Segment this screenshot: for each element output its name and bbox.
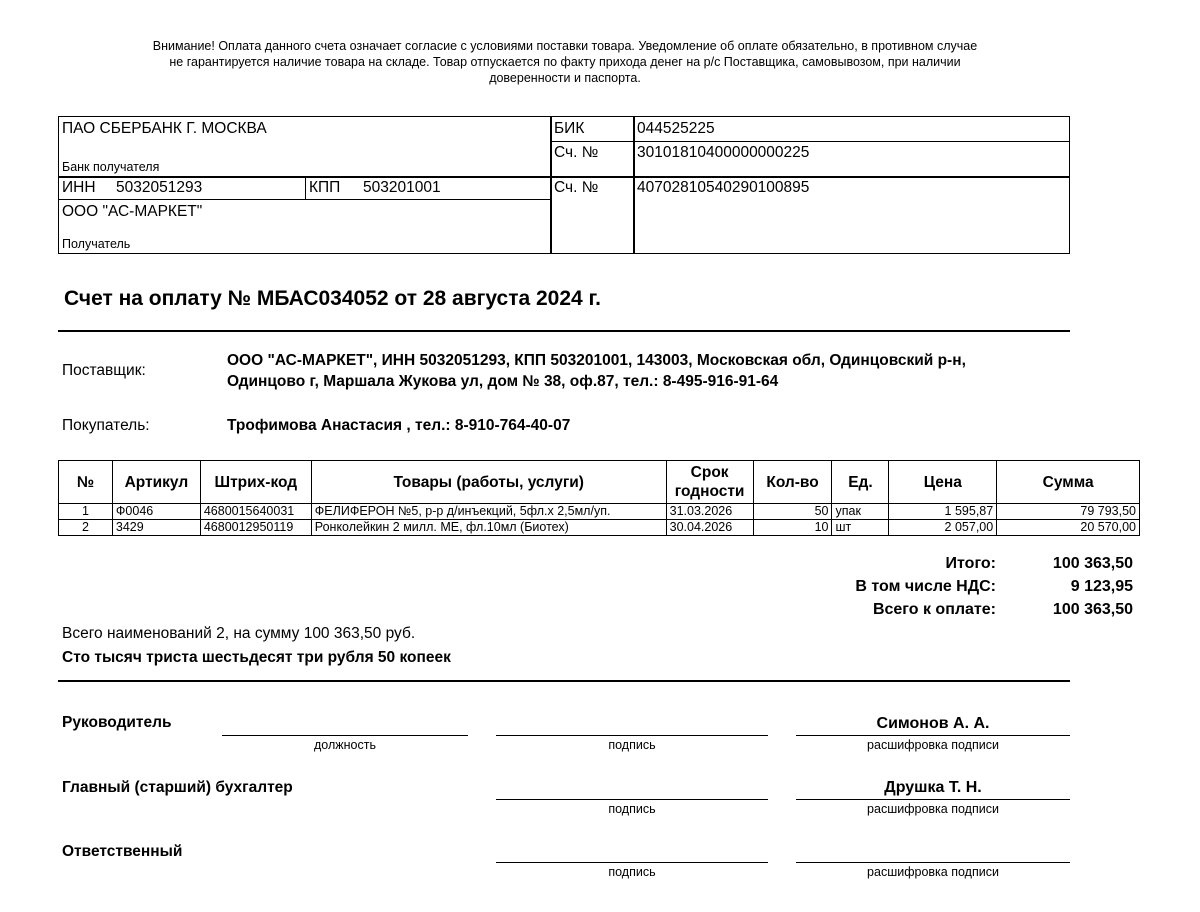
- cell-number: 2: [59, 520, 113, 536]
- signature-caption: подпись: [608, 865, 656, 879]
- amount-in-words: Сто тысяч триста шестьдесят три рубля 50 копеек: [62, 649, 451, 666]
- vat-value: 9 123,95: [1070, 578, 1133, 595]
- decode-line: [796, 862, 1070, 863]
- col-header-number: №: [59, 461, 113, 504]
- cell-unit: упак: [832, 504, 889, 520]
- bank-name: ПАО СБЕРБАНК Г. МОСКВА: [62, 120, 267, 137]
- cell-expiry: 30.04.2026: [666, 520, 753, 536]
- col-header-article: Артикул: [112, 461, 200, 504]
- position-caption: должность: [314, 738, 376, 752]
- kpp-label: КПП: [309, 179, 341, 196]
- inn-value: 5032051293: [116, 179, 203, 196]
- items-count-summary: Всего наименований 2, на сумму 100 363,50 руб.: [62, 625, 416, 642]
- cell-sum: 79 793,50: [997, 504, 1140, 520]
- bank-details-box: [58, 116, 1070, 254]
- divider: [550, 141, 1069, 142]
- cell-sum: 20 570,00: [997, 520, 1140, 536]
- bik-value: 044525225: [637, 120, 715, 137]
- position-line: [222, 735, 468, 736]
- items-table: [58, 460, 1140, 536]
- col-header-unit: Ед.: [832, 461, 889, 504]
- decode-line: [796, 799, 1070, 800]
- cell-barcode: 4680015640031: [200, 504, 311, 520]
- divider: [59, 176, 1069, 178]
- cell-quantity: 10: [753, 520, 832, 536]
- signature-caption: подпись: [608, 802, 656, 816]
- accountant-label: Главный (старший) бухгалтер: [62, 779, 293, 796]
- payment-notice: Внимание! Оплата данного счета означает согласие с условиями поставки товара. Уведомление об оплате обязательно, в противном случае не гарантируется наличие товара на складе. Товар отпускается по факту прихода денег на р/с Поставщика, самовывозом, при наличии доверенности и паспорта.: [152, 39, 978, 85]
- col-header-barcode: Штрих-код: [200, 461, 311, 504]
- divider: [633, 117, 635, 253]
- buyer-value: Трофимова Анастасия , тел.: 8-910-764-40-07: [227, 417, 571, 434]
- account-label: Сч. №: [554, 179, 599, 196]
- signature-line: [496, 735, 768, 736]
- signature-line: [496, 799, 768, 800]
- supplier-label: Поставщик:: [62, 362, 146, 379]
- col-header-expiry: Срок годности: [666, 461, 753, 504]
- divider: [305, 176, 306, 199]
- inn-label: ИНН: [62, 179, 96, 196]
- bik-label: БИК: [554, 120, 585, 137]
- divider: [550, 117, 552, 253]
- cell-goods: ФЕЛИФЕРОН №5, р-р д/инъекций, 5фл.х 2,5мл/уп.: [311, 504, 666, 520]
- cell-article: Ф0046: [112, 504, 200, 520]
- accountant-name: Друшка Т. Н.: [884, 779, 982, 796]
- decode-caption: расшифровка подписи: [867, 738, 999, 752]
- invoice-title: Счет на оплату № МБАС034052 от 28 августа 2024 г.: [64, 287, 602, 310]
- summary-underline: [58, 680, 1070, 682]
- divider: [59, 199, 550, 200]
- table-row: [59, 504, 1140, 520]
- buyer-label: Покупатель:: [62, 417, 150, 434]
- cell-goods: Ронколейкин 2 милл. МЕ, фл.10мл (Биотех): [311, 520, 666, 536]
- decode-caption: расшифровка подписи: [867, 802, 999, 816]
- cell-expiry: 31.03.2026: [666, 504, 753, 520]
- supplier-line-2: Одинцово г, Маршала Жукова ул, дом № 38, оф.87, тел.: 8-495-916-91-64: [227, 373, 779, 390]
- account-value: 40702810540290100895: [637, 179, 810, 196]
- due-label: Всего к оплате:: [872, 601, 996, 618]
- cell-number: 1: [59, 504, 113, 520]
- head-label: Руководитель: [62, 714, 172, 731]
- corr-account-label: Сч. №: [554, 144, 599, 161]
- decode-caption: расшифровка подписи: [867, 865, 999, 879]
- decode-line: [796, 735, 1070, 736]
- col-header-goods: Товары (работы, услуги): [311, 461, 666, 504]
- head-name: Симонов А. А.: [876, 715, 990, 732]
- total-value: 100 363,50: [1052, 555, 1133, 572]
- title-underline: [58, 330, 1070, 332]
- table-row: [59, 520, 1140, 536]
- recipient-label: Получатель: [62, 237, 131, 251]
- recipient-bank-label: Банк получателя: [62, 160, 160, 174]
- signature-caption: подпись: [608, 738, 656, 752]
- table-header-row: [59, 461, 1140, 504]
- col-header-price: Цена: [889, 461, 997, 504]
- supplier-line-1: ООО "АС-МАРКЕТ", ИНН 5032051293, КПП 503201001, 143003, Московская обл, Одинцовский р-н,: [227, 352, 966, 369]
- due-value: 100 363,50: [1052, 601, 1133, 618]
- responsible-label: Ответственный: [62, 843, 183, 860]
- cell-barcode: 4680012950119: [200, 520, 311, 536]
- vat-label: В том числе НДС:: [855, 578, 996, 595]
- cell-price: 2 057,00: [889, 520, 997, 536]
- kpp-value: 503201001: [363, 179, 441, 196]
- recipient-name: ООО "АС-МАРКЕТ": [62, 203, 203, 220]
- col-header-quantity: Кол-во: [753, 461, 832, 504]
- cell-article: 3429: [112, 520, 200, 536]
- cell-unit: шт: [832, 520, 889, 536]
- total-label: Итого:: [945, 555, 996, 572]
- cell-price: 1 595,87: [889, 504, 997, 520]
- col-header-sum: Сумма: [997, 461, 1140, 504]
- cell-quantity: 50: [753, 504, 832, 520]
- signature-line: [496, 862, 768, 863]
- corr-account-value: 30101810400000000225: [637, 144, 810, 161]
